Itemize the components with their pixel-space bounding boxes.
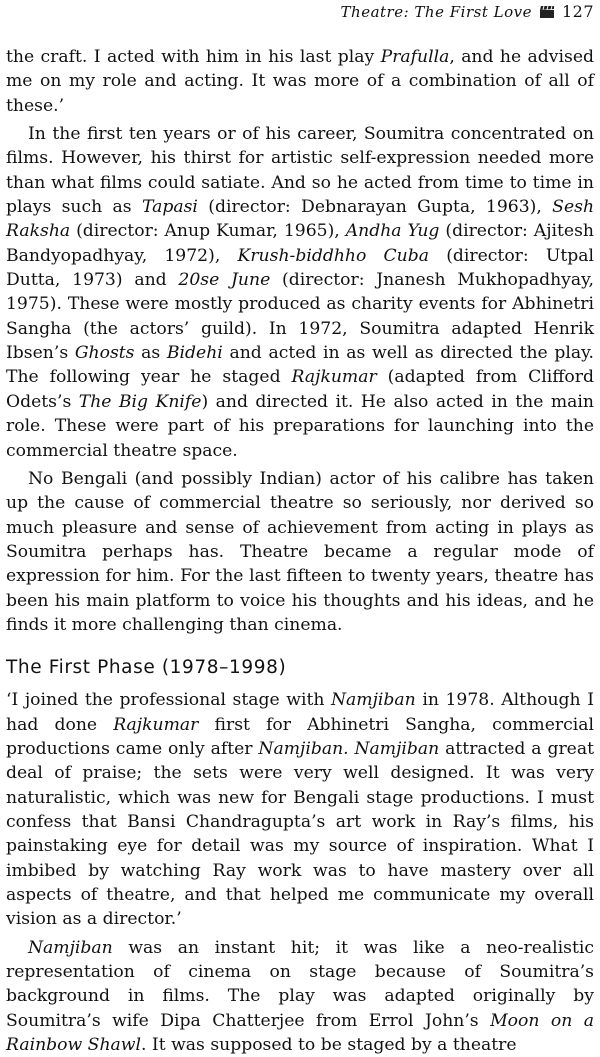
text-span: was an instant hit; it was like a neo-realistic representation of cinema on stage because of Soumitra’s background in films. The play was adapted originally by Soumitra’s wife Dipa Chatterjee from Errol John’s [6, 937, 594, 1031]
text-span: first for Abhinetri Sangha, commercial productions came only after [6, 714, 594, 759]
paragraph-3: No Bengali (and possibly Indian) actor of his calibre has taken up the cause of commercial theatre so seriously, nor derived so much pleasure and sense of achievement from acting in plays as Soumitra perhaps has. Theatre became a regular mode of expression for him. For the last fifteen to twenty years, theatre has been his main platform to voice his thoughts and his ideas, and he finds it more challenging than cinema. [6, 468, 594, 635]
section-heading: The First Phase (1978–1998) [6, 657, 287, 679]
text-span: , and he advised me on my role and acting. It was more of a combination of all of these.’ [6, 47, 594, 116]
play-title: Moon on a Rainbow Shawl [6, 1010, 594, 1056]
text-span: (adapted from Clifford Odets’s [6, 367, 594, 412]
play-title: Krush-biddhho Cuba [237, 245, 429, 266]
text-span: ‘I joined the professional stage with [6, 690, 332, 711]
text-span: in 1978. Although I had done [6, 690, 594, 735]
play-title: Sesh Raksha [6, 197, 595, 242]
play-title: Rajkumar [113, 714, 199, 735]
paragraph-5 [6, 936, 594, 1057]
play-title: Namjiban [331, 690, 416, 711]
film-clapper-icon [540, 6, 554, 18]
running-title: Theatre: The First Love [340, 2, 532, 21]
play-title: Prafulla [380, 47, 450, 67]
play-title: Namjiban [28, 937, 113, 958]
text-span: (director: Utpal Dutta, 1973) and [6, 245, 595, 291]
play-title: 20se June [178, 270, 271, 291]
paragraph-4 [6, 688, 594, 931]
page-number: 127 [561, 2, 594, 21]
text-span: as [134, 343, 167, 364]
text-span: . It was supposed to be staged by a theatre [140, 1035, 517, 1056]
text-span: (director: Anup Kumar, 1965), [70, 221, 346, 242]
text-span: (director: Jnanesh Mukhopadhyay, 1975). These were mostly produced as charity events for Abhinetri Sangha (the actors’ guild). In 1972, Soumitra adapted Henrik Ibsen’s [6, 270, 595, 364]
play-title: The Big Knife [78, 391, 202, 412]
play-title: Namjiban. Namjiban [258, 738, 440, 759]
text-span: and acted in as well as directed the play. The following year he staged [6, 343, 595, 388]
text-span: the craft. I acted with him in his last play [6, 47, 381, 67]
text-span: (director: Debnarayan Gupta, 1963), [197, 197, 553, 218]
text-span: ) and directed it. He also acted in the main role. These were part of his preparations for launching into the commercial theatre space. [6, 391, 595, 461]
text-span: In the first ten years or of his career, Soumitra concentrated on films. However, his thirst for artistic self-expression needed more than what films could satiate. And so he acted from time to time in plays such as [6, 124, 594, 218]
play-title: Tapasi [141, 197, 198, 218]
paragraph-2 [6, 122, 594, 463]
text-span: attracted a great deal of praise; the sets were very well designed. It was very naturalistic, which was new for Bengali stage productions. I must confess that Bansi Chandragupta’s art work in Ray’s films, his painstaking eye for detail was my source of inspiration. What I imbibed by watching Ray work was to have mastery over all aspects of theatre, and that helped me communicate my overall vision as a director.’ [6, 738, 594, 930]
body-text [6, 45, 594, 1057]
play-title: Andha Yug [345, 221, 440, 242]
play-title: Bidehi [166, 343, 223, 364]
text-span: (director: Ajitesh Bandyopadhyay, 1972), [6, 221, 594, 266]
play-title: Ghosts [74, 343, 135, 364]
play-title: Rajkumar [291, 367, 377, 388]
running-header [341, 2, 594, 21]
paragraph-1 [6, 45, 594, 118]
